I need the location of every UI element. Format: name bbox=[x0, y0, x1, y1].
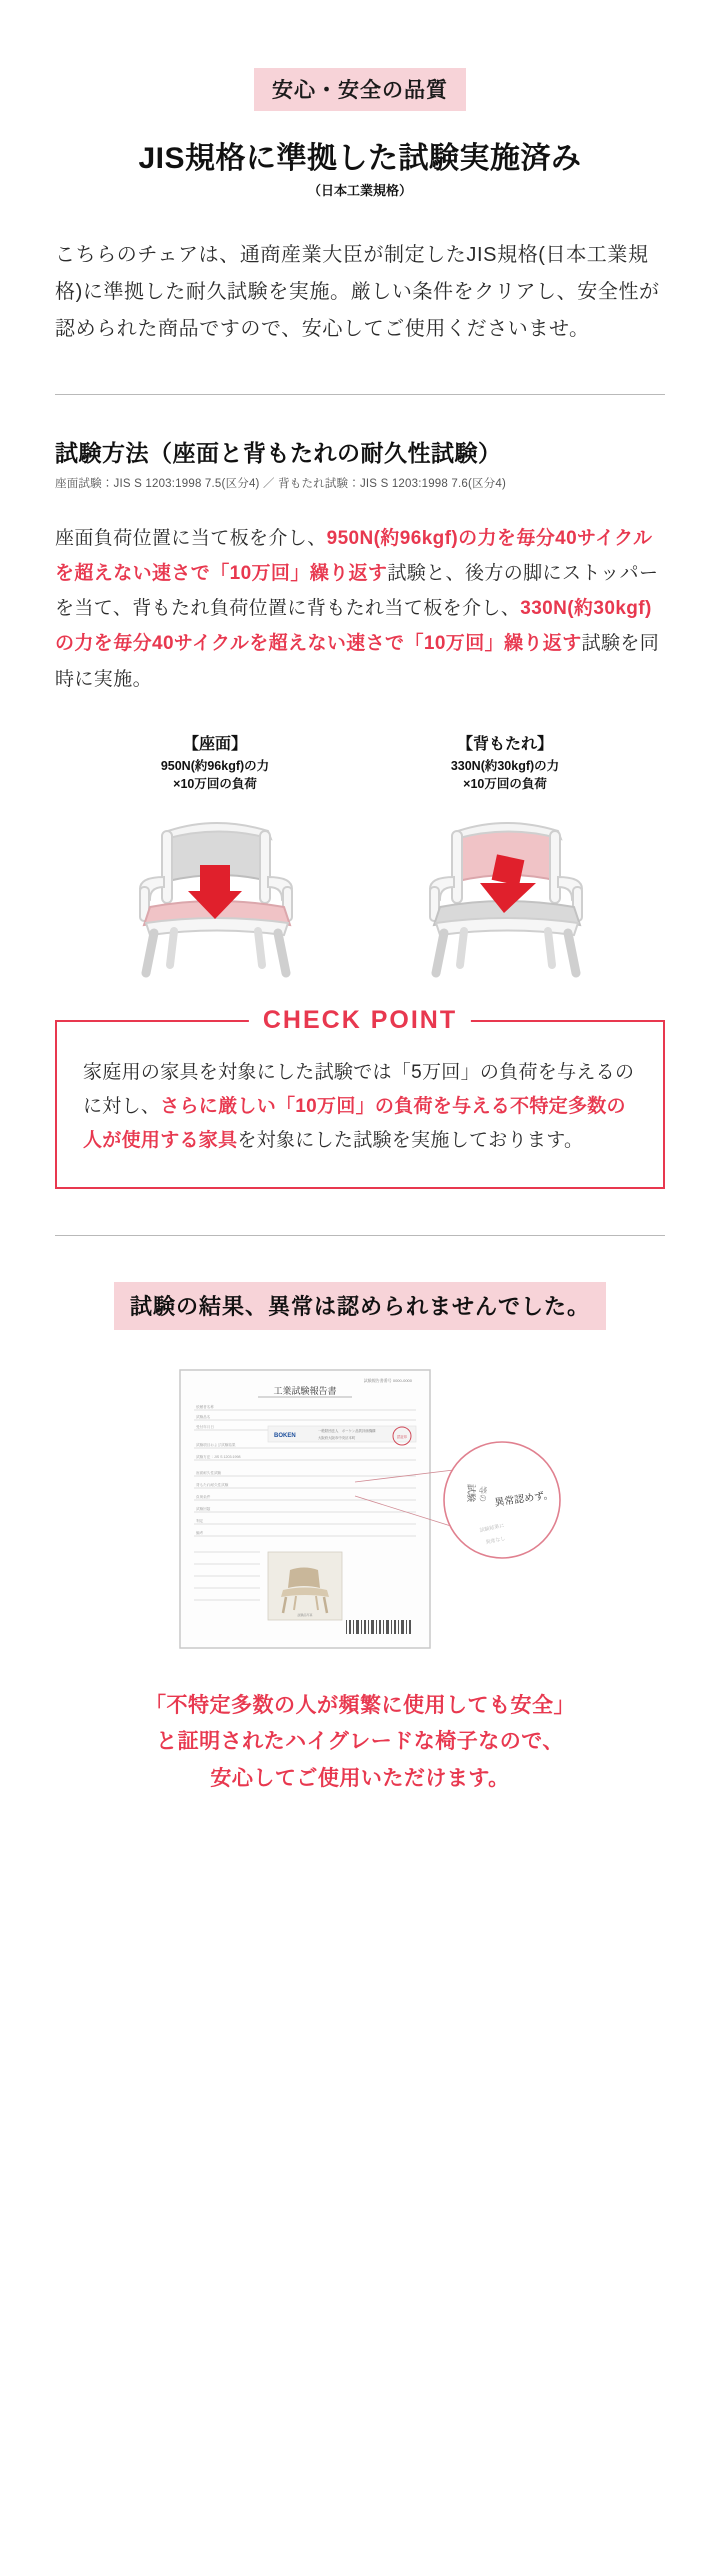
svg-text:等の: 等の bbox=[478, 1485, 487, 1502]
check-point-box bbox=[55, 1005, 665, 1189]
method-body bbox=[55, 521, 665, 697]
svg-text:試験品名: 試験品名 bbox=[196, 1414, 211, 1419]
method-standard-note: 座面試験：JIS S 1203:1998 7.5(区分4) ／ 背もたれ試験：JIS S 1203:1998 7.6(区分4) bbox=[55, 478, 507, 490]
svg-text:認証印: 認証印 bbox=[396, 1434, 408, 1439]
illustration-back-line1: 330N(約30kgf)の力 bbox=[450, 758, 560, 773]
method-body-part2: 試験と、後方の脚にストッパーを当て、背もたれ負荷位置に背もたれ当て板を介し、 bbox=[55, 563, 659, 620]
illustration-seat-line2: ×10万回の負荷 bbox=[173, 776, 257, 791]
result-badge: 試験の結果、異常は認められませんでした。 bbox=[114, 1282, 606, 1330]
closing-line-1: 「不特定多数の人が頻繁に使用しても安全」 bbox=[145, 1693, 575, 1717]
svg-text:試験: 試験 bbox=[466, 1483, 476, 1502]
method-title: 試験方法（座面と背もたれの耐久性試験） bbox=[55, 440, 502, 466]
svg-text:大阪府大阪市中央区本町: 大阪府大阪市中央区本町 bbox=[318, 1435, 356, 1440]
chair-seat-svg bbox=[100, 803, 330, 978]
method-body-highlight1: 950N(約96kgf)の力を毎分40サイクルを超えない速さで「10万回」繰り返す bbox=[55, 528, 653, 585]
method-body-highlight2: 330N(約30kgf)の力を毎分40サイクルを超えない速さで「10万回」繰り返す bbox=[55, 598, 652, 655]
chair-seat-illustration bbox=[100, 803, 330, 978]
quality-badge: 安心・安全の品質 bbox=[254, 68, 466, 111]
svg-text:負荷条件: 負荷条件 bbox=[196, 1494, 211, 1499]
chair-back-svg bbox=[390, 803, 620, 978]
method-body-part1: 座面負荷位置に当て板を介し、 bbox=[55, 528, 327, 549]
svg-text:背もたれ耐久性試験: 背もたれ耐久性試験 bbox=[196, 1482, 229, 1487]
illustration-back-title: 【背もたれ】 bbox=[456, 735, 553, 753]
svg-text:受付年月日: 受付年月日 bbox=[196, 1424, 214, 1429]
closing-line-2: と証明されたハイグレードな椅子なので、 bbox=[156, 1730, 564, 1754]
svg-text:異常認めず。: 異常認めず。 bbox=[493, 1489, 555, 1509]
check-point-part1: 家庭用の家具を対象にした試験では「5万回」の負荷を与えるのに対し、 bbox=[83, 1061, 635, 1118]
svg-text:工業試験報告書: 工業試験報告書 bbox=[273, 1385, 337, 1396]
illustration-seat-sub bbox=[100, 757, 330, 793]
lead-paragraph: こちらのチェアは、通商産業大臣が制定したJIS規格(日本工業規格)に準拠した耐久試験を実施。厳しい条件をクリアし、安全性が認められた商品ですので、安心してご使用くださいませ。 bbox=[55, 244, 660, 340]
test-report-wrap bbox=[55, 1364, 665, 1654]
result-badge-wrap bbox=[55, 1282, 665, 1330]
page-title: JIS規格に準拠した試験実施済み bbox=[138, 142, 582, 175]
content-column bbox=[55, 0, 665, 1798]
svg-text:依頼者名称: 依頼者名称 bbox=[196, 1404, 214, 1409]
illustration-back bbox=[390, 731, 620, 978]
svg-text:備考: 備考 bbox=[196, 1530, 204, 1535]
quality-badge-wrap bbox=[55, 68, 665, 111]
svg-text:試験報告書番号 0000-0000: 試験報告書番号 0000-0000 bbox=[363, 1377, 412, 1383]
svg-text:試験結果に: 試験結果に bbox=[479, 1522, 505, 1534]
svg-text:試験品写真: 試験品写真 bbox=[297, 1612, 313, 1617]
closing-line-3: 安心してご使用いただけます。 bbox=[210, 1767, 510, 1791]
svg-text:試験項目および試験結果: 試験項目および試験結果 bbox=[196, 1442, 236, 1447]
svg-text:試験方法：JIS S 1203:1998: 試験方法：JIS S 1203:1998 bbox=[196, 1454, 241, 1459]
illustration-back-sub bbox=[390, 757, 620, 793]
svg-text:一般財団法人 ボーケン品質評価機構: 一般財団法人 ボーケン品質評価機構 bbox=[318, 1428, 376, 1433]
svg-text:異常なし: 異常なし bbox=[485, 1535, 506, 1546]
closing-message bbox=[55, 1688, 665, 1798]
divider-1 bbox=[55, 394, 665, 395]
check-point-label: CHECK POINT bbox=[249, 1006, 471, 1035]
illustration-seat-title: 【座面】 bbox=[182, 735, 247, 753]
svg-text:BOKEN: BOKEN bbox=[274, 1432, 296, 1439]
illustration-back-line2: ×10万回の負荷 bbox=[463, 776, 547, 791]
svg-text:座面耐久性試験: 座面耐久性試験 bbox=[196, 1470, 222, 1475]
method-body-part3: 試験を同時に実施。 bbox=[55, 633, 660, 690]
check-point-part2: を対象にした試験を実施しております。 bbox=[237, 1130, 584, 1152]
check-point-text bbox=[83, 1056, 637, 1159]
chair-back-illustration bbox=[390, 803, 620, 978]
svg-text:試験回数: 試験回数 bbox=[196, 1506, 211, 1511]
svg-text:判定: 判定 bbox=[196, 1518, 204, 1523]
illustration-row bbox=[55, 731, 665, 978]
check-point-highlight: さらに厳しい「10万回」の負荷を与える不特定多数の人が使用する家具 bbox=[83, 1096, 626, 1152]
page-subtitle: （日本工業規格） bbox=[307, 183, 412, 198]
divider-2 bbox=[55, 1235, 665, 1236]
illustration-seat bbox=[100, 731, 330, 978]
illustration-seat-line1: 950N(約96kgf)の力 bbox=[160, 758, 270, 773]
test-report-image bbox=[150, 1364, 570, 1654]
